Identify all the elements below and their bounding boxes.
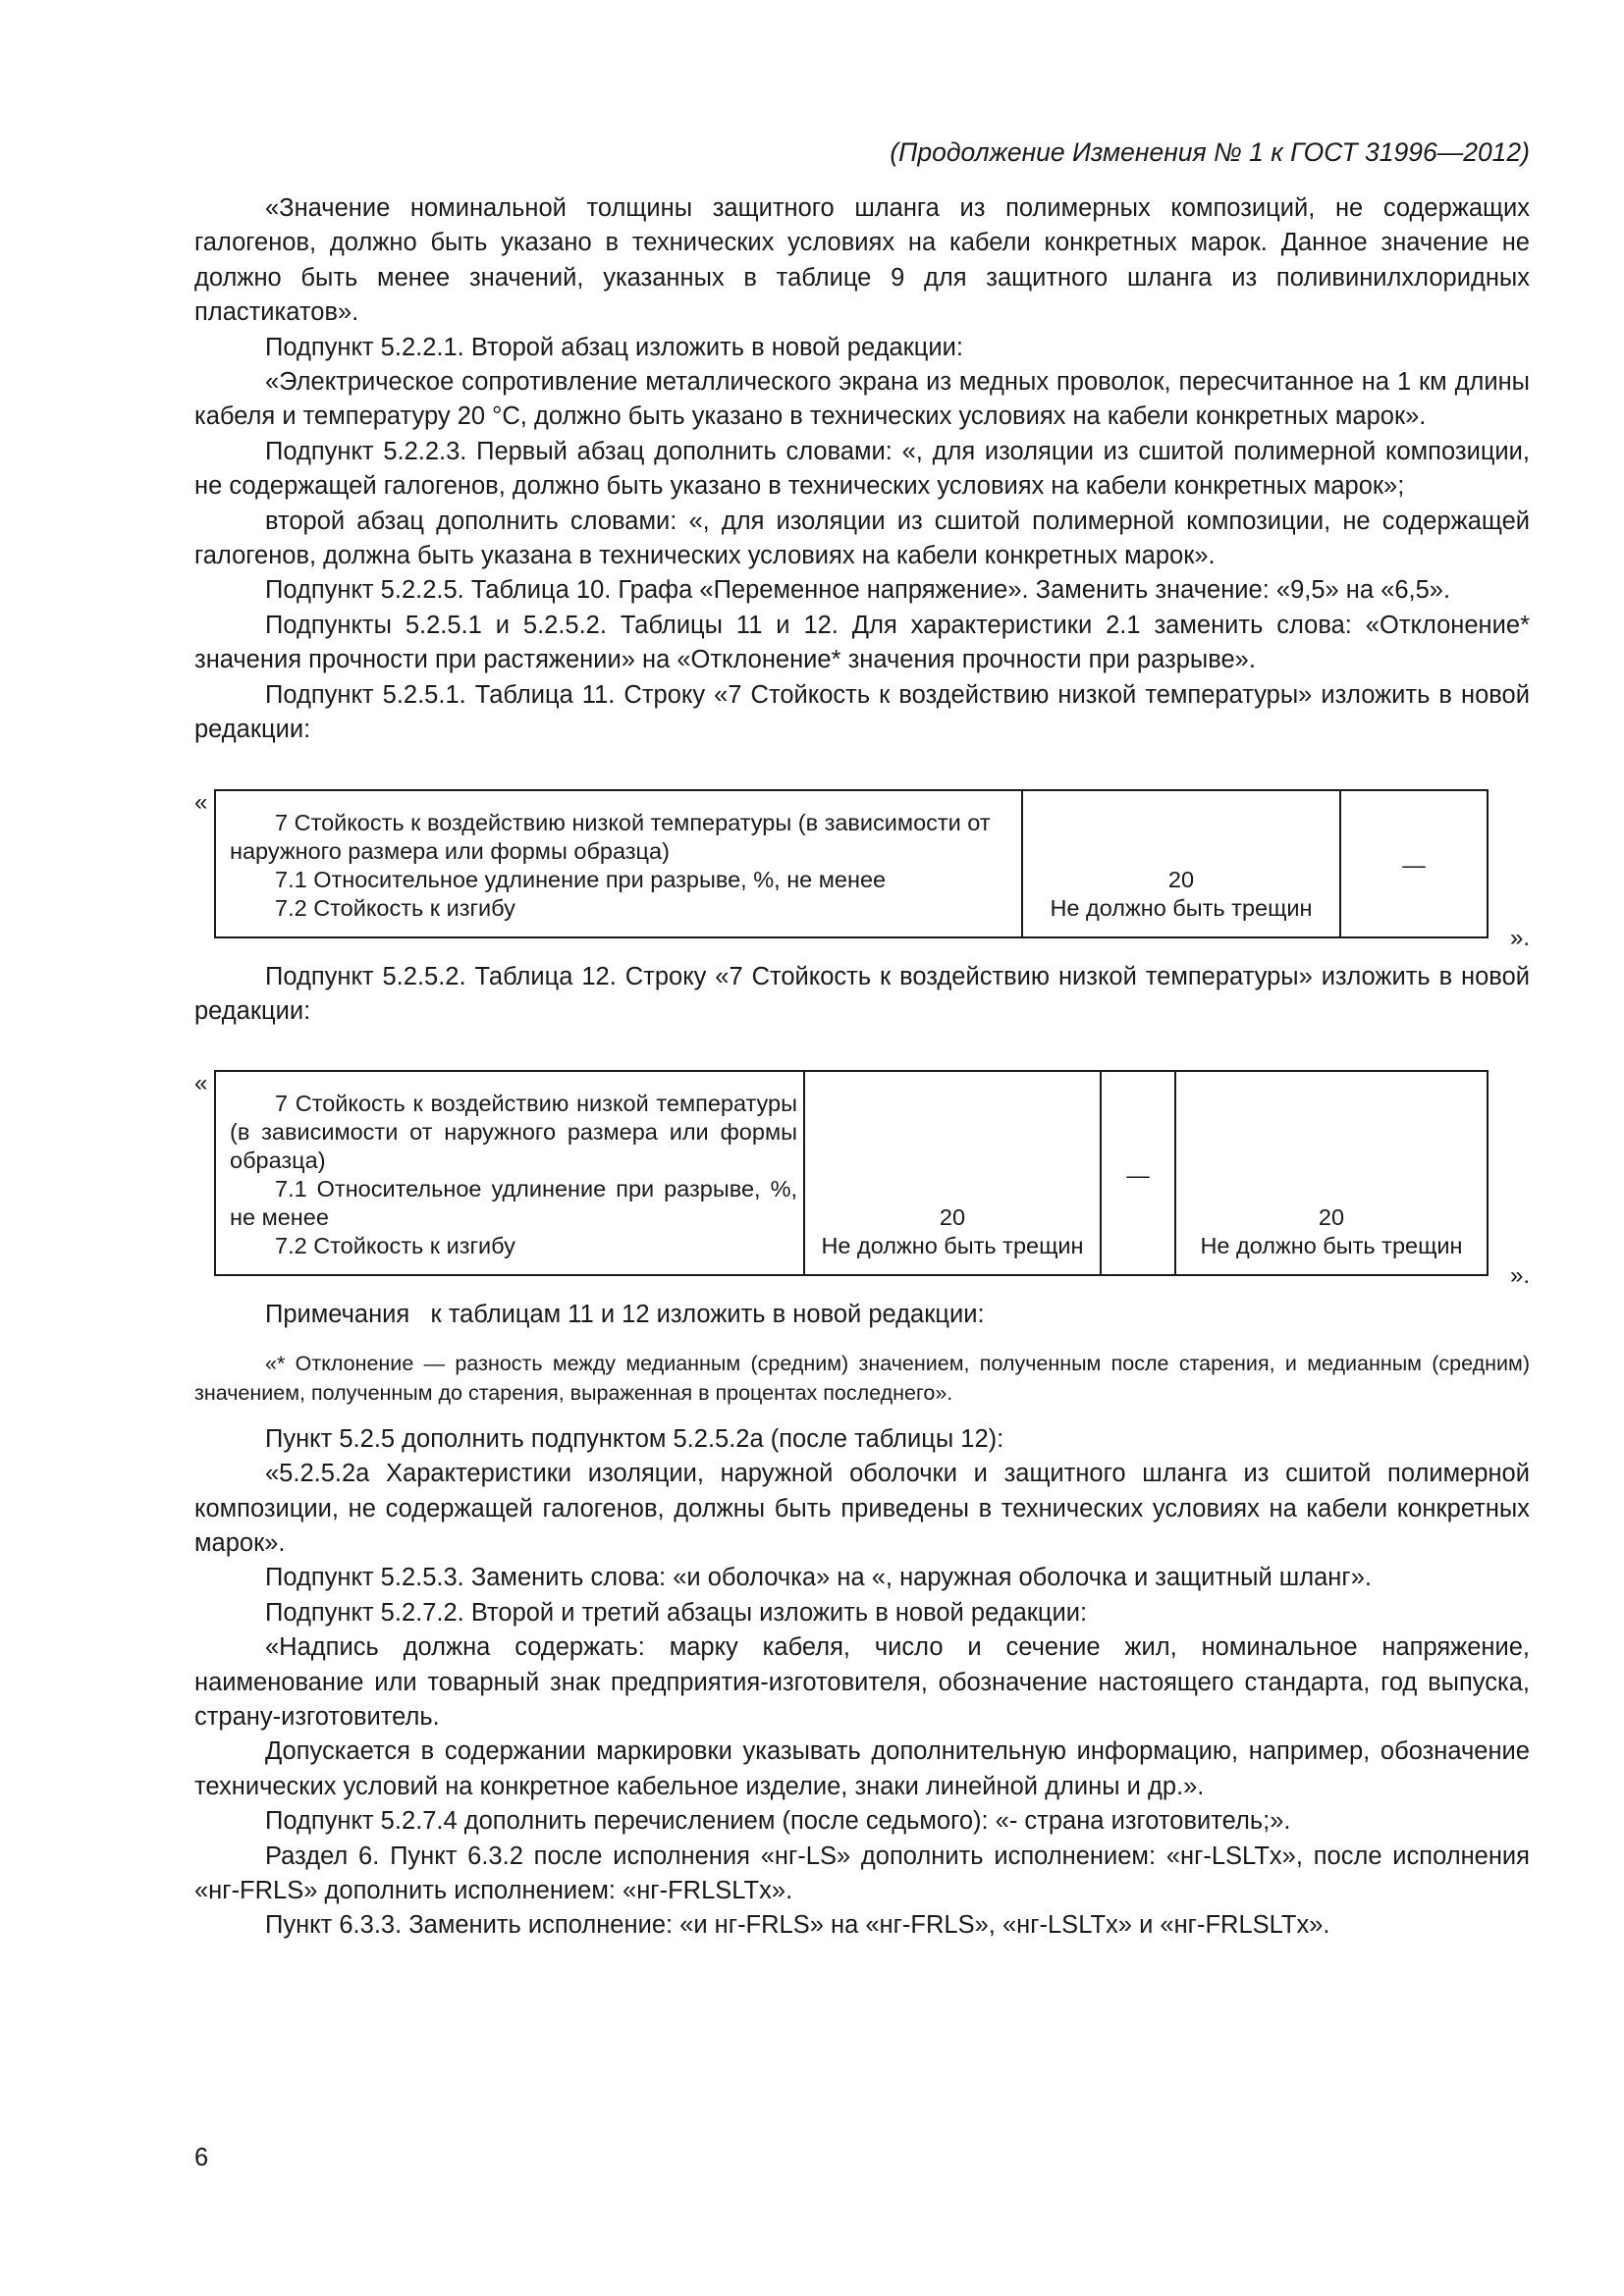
cell-line: 7.2 Стойкость к изгибу <box>275 894 515 921</box>
paragraph: Подпункт 5.2.5.3. Заменить слова: «и оболочка» на «, наружная оболочка и защитный шланг». <box>265 1564 1372 1592</box>
cell-line: 7.2 Стойкость к изгибу <box>275 1233 515 1259</box>
running-header: (Продолжение Изменения № 1 к ГОСТ 31996—2012) <box>890 137 1530 167</box>
close-quote: ». <box>1509 924 1530 951</box>
paragraph: Пункт 6.3.3. Заменить исполнение: «и нг-FRLS» на «нг-FRLS», «нг-LSLTx» и «нг-FRLSLTx». <box>265 1911 1330 1940</box>
table-row <box>215 790 1488 937</box>
cell-line: — <box>1126 1161 1150 1188</box>
cell-line: 7 Стойкость к воздействию низкой температуры (в зависимости от наружного размера или формы образца) <box>230 809 991 864</box>
paragraph: Подпункт 5.2.5.1. Таблица 11. Строку «7 Стойкость к воздействию низкой температуры» изложить в новой редакции: <box>194 680 1530 744</box>
table-cell-value <box>804 1071 1101 1275</box>
document-page <box>194 137 1530 1944</box>
table-12 <box>214 1070 1489 1276</box>
paragraph: «Значение номинальной толщины защитного шланга из полимерных композиций, не содержащих галогенов, должно быть указано в технических условиях на кабели конкретных марок. Данное значение не должно быть менее значений, указанных в таблице 9 для защитного шланга из поливинилхлоридных пластикатов». <box>194 194 1530 327</box>
table-cell-dash <box>1101 1071 1175 1275</box>
cell-line: 7.1 Относительное удлинение при разрыве, %, не менее <box>230 1176 797 1231</box>
paragraph: Подпункт 5.2.2.1. Второй абзац изложить в новой редакции: <box>265 333 963 361</box>
cell-line: 20 <box>1167 866 1195 892</box>
note-text: «* Отклонение — разность между медианным (средним) значением, полученным после старения, и медианным (средним) значением, полученным до старения, выраженная в процентах последнего». <box>194 1351 1530 1406</box>
paragraph: второй абзац дополнить словами: «, для изоляции из сшитой полимерной композиции, не содержащей галогенов, должна быть указана в технических условиях на кабели конкретных марок». <box>194 507 1530 570</box>
table-cell-characteristic <box>215 1071 804 1275</box>
open-quote: « <box>194 788 208 816</box>
cell-line: 20 <box>1318 1204 1345 1231</box>
paragraph: Подпункт 5.2.5.2. Таблица 12. Строку «7 Стойкость к воздействию низкой температуры» изложить в новой редакции: <box>194 962 1530 1025</box>
table-cell-value <box>1022 790 1340 937</box>
notes-heading: Примечания к таблицам 11 и 12 изложить в новой редакции: <box>265 1301 985 1329</box>
paragraph: Подпункт 5.2.2.5. Таблица 10. Графа «Переменное напряжение». Заменить значение: «9,5» на «6,5». <box>265 576 1451 605</box>
paragraph: Пункт 5.2.5 дополнить подпунктом 5.2.5.2а (после таблицы 12): <box>265 1424 1004 1453</box>
paragraph: Раздел 6. Пункт 6.3.2 после исполнения «нг-LS» дополнить исполнением: «нг-LSLTx», после исполнения «нг-FRLS» дополнить исполнением: «нг-FRLSLTx». <box>194 1842 1530 1904</box>
open-quote: « <box>194 1070 208 1097</box>
cell-line: Не должно быть трещин <box>821 1233 1084 1259</box>
paragraph: Допускается в содержании маркировки указывать дополнительную информацию, например, обозначение технических условий на конкретное кабельное изделие, знаки линейной длины и др.». <box>194 1737 1530 1800</box>
close-quote: ». <box>1509 1262 1530 1290</box>
cell-line: 7 Стойкость к воздействию низкой температуры (в зависимости от наружного размера или формы образца) <box>230 1091 797 1174</box>
table-row <box>215 1071 1488 1275</box>
table-cell-value <box>1175 1071 1488 1275</box>
paragraph: Подпункт 5.2.2.3. Первый абзац дополнить словами: «, для изоляции из сшитой полимерной композиции, не содержащей галогенов, должно быть указано в технических условиях на кабели конкретных марок»; <box>194 437 1530 501</box>
table-cell-dash <box>1340 790 1488 937</box>
table-11-row <box>194 788 1530 951</box>
paragraph: «Электрическое сопротивление металлического экрана из медных проволок, пересчитанное на 1 км длины кабеля и температуру 20 °С, должно быть указано в технических условиях на кабели конкретных марок». <box>194 368 1530 431</box>
table-cell-characteristic <box>215 790 1022 937</box>
paragraph: «5.2.5.2а Характеристики изоляции, наружной оболочки и защитного шланга из сшитой полимерной композиции, не содержащей галогенов, должны быть приведены в технических условиях на кабели конкретных марок». <box>194 1460 1530 1557</box>
cell-line: 7.1 Относительное удлинение при разрыве, %, не менее <box>275 866 887 892</box>
page-number: 6 <box>194 2144 209 2171</box>
paragraph: Подпункт 5.2.7.4 дополнить перечислением (после седьмого): «- страна изготовитель;». <box>265 1807 1291 1836</box>
paragraph: Подпункт 5.2.7.2. Второй и третий абзацы изложить в новой редакции: <box>265 1598 1088 1627</box>
cell-line: Не должно быть трещин <box>1050 894 1313 921</box>
cell-line: 20 <box>939 1204 966 1231</box>
paragraph: «Надпись должна содержать: марку кабеля, число и сечение жил, номинальное напряжение, наименование или товарный знак предприятия-изготовителя, обозначение настоящего стандарта, год выпуска, страну-изготовитель. <box>194 1633 1530 1731</box>
table-12-row <box>194 1070 1530 1290</box>
cell-line: — <box>1402 852 1426 878</box>
paragraph: Подпункты 5.2.5.1 и 5.2.5.2. Таблицы 11 и 12. Для характеристики 2.1 заменить слова: «Отклонение* значения прочности при растяжении» на «Отклонение* значения прочности при разрыве». <box>194 611 1530 674</box>
table-11 <box>214 789 1489 938</box>
cell-line: Не должно быть трещин <box>1200 1233 1463 1259</box>
